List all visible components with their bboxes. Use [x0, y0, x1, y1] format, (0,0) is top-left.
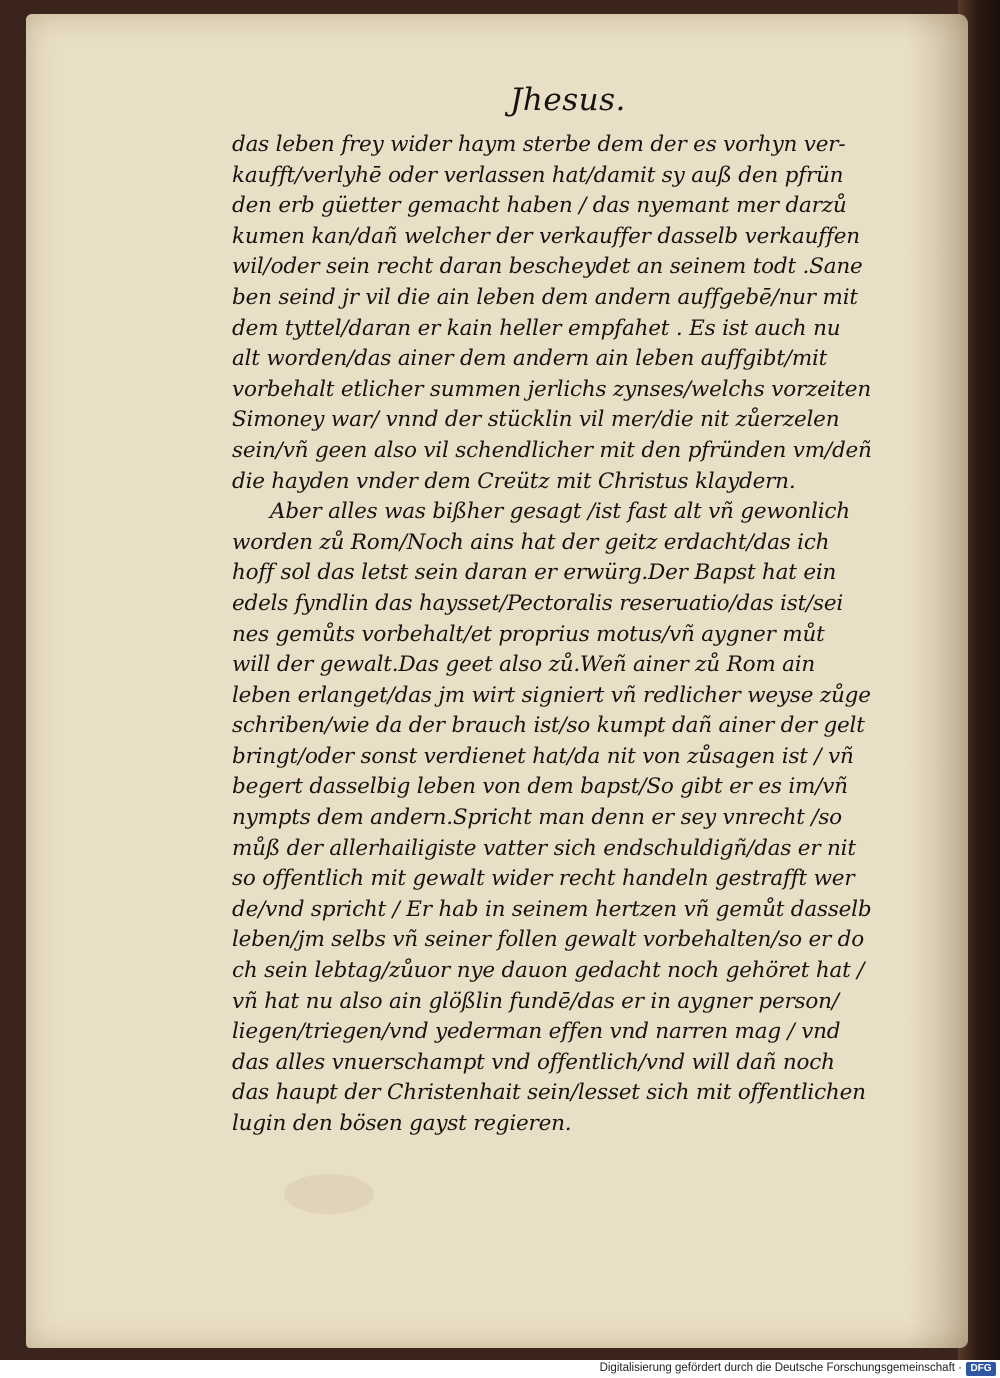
text-line: das haupt der Christenhait sein/lesset sich mit offentlichen	[232, 1080, 866, 1106]
funding-credit: Digitalisierung gefördert durch die Deutsche Forschungsgemeinschaft ·	[599, 1362, 962, 1374]
running-head: Jhesus.	[510, 82, 626, 118]
text-line: will der gewalt.Das geet also zů.Weñ ainer zů Rom ain	[232, 652, 816, 678]
text-line: lugin den bösen gayst regieren.	[232, 1111, 572, 1136]
text-line: schriben/wie da der brauch ist/so kumpt dañ ainer der gelt	[232, 713, 865, 739]
text-line: worden zů Rom/Noch ains hat der geitz erdacht/das ich	[232, 529, 830, 555]
text-line: vñ hat nu also ain glößlin fundē/das er in aygner person/	[232, 988, 839, 1014]
text-line: ch sein lebtag/zůuor nye dauon gedacht noch gehöret hat /	[232, 958, 865, 984]
text-line: můß der allerhailigiste vatter sich endschuldigñ/das er nit	[232, 835, 856, 861]
text-line: so offentlich mit gewalt wider recht handeln gestrafft wer	[232, 866, 855, 892]
text-line: leben/jm selbs vñ seiner follen gewalt vorbehalten/so er do	[232, 927, 864, 953]
text-line: de/vnd spricht / Er hab in seinem hertzen vñ gemůt dasselb	[232, 896, 872, 922]
text-line: edels fyndlin das haysset/Pectoralis reseruatio/das ist/sei	[232, 590, 844, 616]
text-line: leben erlanget/das jm wirt signiert vñ redlicher weyse zůge	[232, 682, 871, 708]
text-line: sein/vñ geen also vil schendlicher mit den pfründen vm/deñ	[232, 437, 872, 463]
text-line: liegen/triegen/vnd yederman effen vnd narren mag / vnd	[232, 1019, 841, 1045]
footer-bar	[0, 1360, 1000, 1378]
text-line: die hayden vnder dem Creütz mit Christus klaydern.	[232, 468, 796, 494]
text-line: dem tyttel/daran er kain heller empfahet . Es ist auch nu	[232, 315, 841, 341]
text-line: begert dasselbig leben von dem bapst/So gibt er es im/vñ	[232, 774, 848, 800]
dfg-logo: DFG	[966, 1362, 996, 1376]
text-line: ben seind jr vil die ain leben dem andern auffgebē/nur mit	[232, 284, 858, 310]
text-line: bringt/oder sonst verdienet hat/da nit von zůsagen ist / vñ	[232, 743, 854, 769]
body-text	[232, 130, 932, 1140]
text-line: wil/oder sein recht daran bescheydet an seinem todt .Sane	[232, 254, 863, 280]
text-line: hoff sol das letst sein daran er erwürg.Der Bapst hat ein	[232, 560, 837, 586]
text-line: nes gemůts vorbehalt/et proprius motus/vñ aygner můt	[232, 621, 825, 647]
text-line: vorbehalt etlicher summen jerlichs zynses/welchs vorzeiten	[232, 376, 871, 402]
text-line: das alles vnuerschampt vnd offentlich/vnd will dañ noch	[232, 1049, 835, 1075]
text-line: den erb güetter gemacht haben / das nyemant mer darzů	[232, 193, 847, 219]
text-line: Simoney war/ vnnd der stücklin vil mer/die nit zůerzelen	[232, 407, 840, 433]
text-line: das leben frey wider haym sterbe dem der es vorhyn ver-	[232, 132, 846, 157]
text-line: nympts dem andern.Spricht man denn er sey vnrecht /so	[232, 805, 842, 831]
text-line: kaufft/verlyhē oder verlassen hat/damit sy auß den pfrün	[232, 162, 844, 188]
text-line: alt worden/das ainer dem andern ain leben auffgibt/mit	[232, 346, 828, 372]
paragraph-start-line: Aber alles was bißher gesagt /ist fast alt vñ gewonlich	[270, 499, 850, 525]
paper-stain	[284, 1174, 374, 1214]
text-line: kumen kan/dañ welcher der verkauffer dasselb verkauffen	[232, 223, 860, 249]
